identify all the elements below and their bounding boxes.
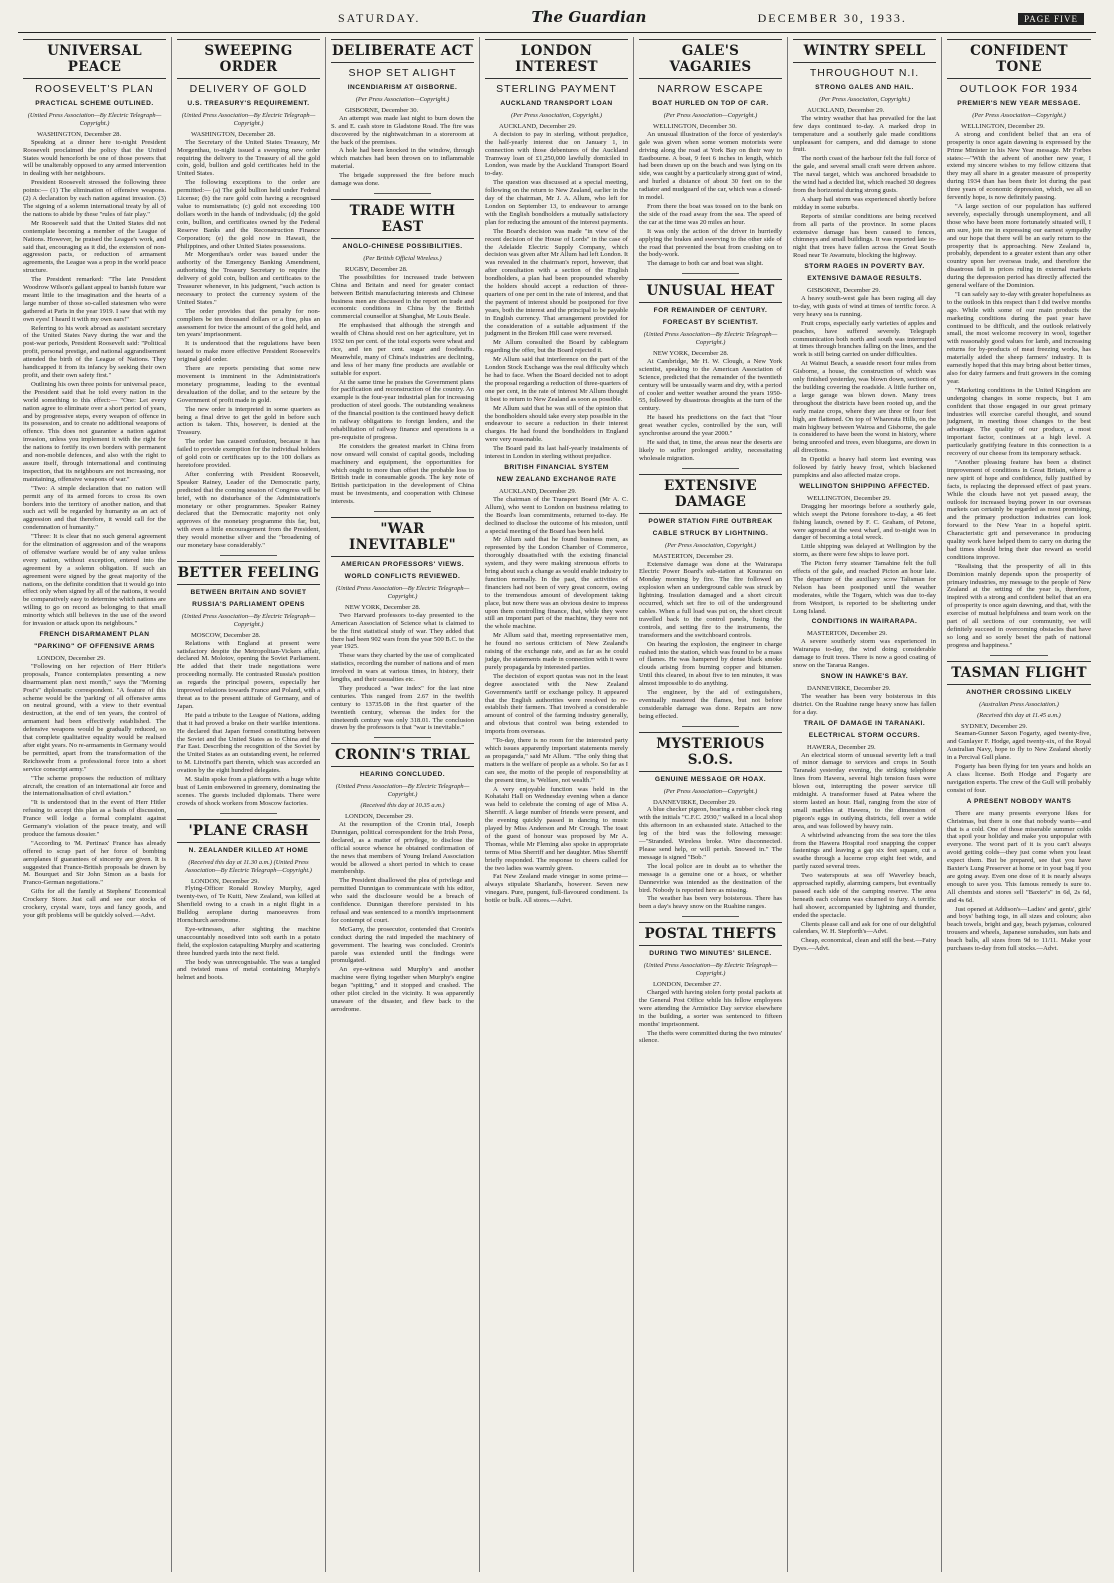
paragraph: At the resumption of the Cronin trial, Joseph Dunnigan, political correspondent for the Irish Press, declared, as a matter of privilege, to disclose the official source whence he obtained confirmation of the news that members of Young Ireland Association would be allowed a short period in which to cease membership. [331,821,474,876]
credit-line: (Per Press Association, Copyright.) [664,541,757,549]
headline: WINTRY SPELL [793,39,936,63]
paragraph: Mr Allum said that he found business men, as represented by the London Chamber of Commerce, thoroughly dissatisfied with the existing financial system, and they were making strenuous efforts to bring about such a change as would enable industry to function normally. In the past, the activities of financiers had not been of very great concern, owing to the tremendous amount of development taking place, but now there was an obvious desire to impress upon them controlling finance, that, while they were still an important part of the machine, they were not the whole machine. [485,536,629,631]
paragraph: From there the boat was tossed on to the bank on the side of the road away from the sea. The speed of the car at the time was 20 miles an hour. [639,202,782,226]
paragraph: It is understood that the regulations have been issued to make more effective President Roosevelt's original gold order. [177,340,320,364]
column-5 [634,37,788,1572]
dateline: DANNEVIRKE, December 29. [807,685,891,692]
dateline: GISBORNE, December 30. [345,106,419,114]
paragraph: Referring to his work abroad as assistant secretary of the United States Navy during the war and the post-war periods, President Roosevelt said: "Political profit, personal prestige, and national aggrandisement attended the birth of the League of Nations. They handicapped it from its infancy by seeking their own profit, and their own safety first." [23,324,166,379]
paragraph: Outlining his own three points for universal peace, the President said that he told every nation in the world something to this effect:— "One: Let every nation agree to eliminate over a short period of years, and by progressive steps, every weapon of offence in its possession, and to create no additional weapons of offence. This does not guarantee a nation against invasion, unless you implement it with the right for the nations to fortify its own borders with permanent and non-mobile defences, and also with the right to assure itself, through international and continuing inspection, that its neighbours are not increasing, nor maintaining, offensive weapons of war." [23,380,166,483]
paragraph: After conferring with President Roosevelt, Speaker Rainey, Leader of the Democratic party, predicted that the coming session of Congress will be brief, with no disturbance of the Administration's monetary or other programmes. Speaker Rainey declared that the Democratic majority not only approves of the monetary programme this far, but, with even a little encouragement from the President, they would monetise silver and the "broadening of our monetary base considerably." [177,470,320,550]
sub-deck: N. ZEALANDER KILLED AT HOME [188,846,309,854]
headline: UNIVERSAL PEACE [23,39,166,79]
paragraph: The brigade suppressed the fire before much damage was done. [331,172,474,188]
sub-deck: ANOTHER CROSSING LIKELY [966,688,1072,696]
headline: BETTER FEELING [177,561,320,585]
dateline: RUGBY, December 28. [345,265,408,273]
sub-deck: NEW ZEALAND EXCHANGE RATE [496,475,617,483]
dateline: AUCKLAND, December 29. [807,106,885,114]
newspaper-title: The Guardian [531,8,647,26]
dateline: LONDON, December 29. [37,655,106,662]
headline: MYSTERIOUS S.O.S. [639,732,782,772]
paragraph: Just opened at Addison's—Ladies' and gents', girls' and boys' bathing togs, in all sizes and colours; also beach towels, bright and gay, beach pyjamas, coloured trousers and wheels, Japanese sunshades, sun hats and beach balls, all sizes from 9d to 11/11. Make your purchases to-day from full stocks.—Advt. [947,905,1091,953]
paragraph: The Board paid its last half-yearly instalments of interest in London in sterling without prejudice. [485,445,628,461]
headline: UNUSUAL HEAT [639,279,782,303]
deck: NARROW ESCAPE [657,83,764,95]
subheading: WORLD CONFLICTS REVIEWED. [344,573,461,581]
paragraph: The weather has been very boisterous. There has been a day's heavy snow on the Ruahine ranges. [639,895,782,911]
paragraph: He emphasised that although the strength and wealth of China should rest on her agriculture, yet in 1932 ten per cent. of the total exports were wheat and rice, and ten per cent. sugar and foodstuffs. Meanwhile, many of China's industries are declining, and less of her many fine products are available or suitable for export. [331,322,474,377]
paragraph: They produced a "war index" for the last nine centuries. This ranged from 2.67 in the twelfth century to 13735.08 in the first quarter of the twentieth century, whereas the index for the nineteenth century was only 318.01. The conclusion drawn by the professors is that "war is inevitable." [331,684,474,732]
subheading: ELECTRICAL STORM OCCURS. [808,731,921,739]
paragraph: Speaking at a dinner here to-night President Roosevelt proclaimed the policy that the United States would henceforth be one of those powers that will be unalterably opposed to any armed intervention in dealing with her neighbours. [23,138,166,178]
paragraph: President Roosevelt stressed the following three points:— (1) The elimination of offensive weapons. (2) A declaration by each nation against invasion. (3) The signing of a solemn international treaty by all of the nations to abide by these "rules of fair play." [23,179,166,218]
paragraph: Mr Allum said that, meeting representative men, he found no serious criticism of New Zealand's raising of the exchange rate, and as far as he could judge, the statements made in connection with it were purely propaganda by interested parties. [485,632,628,671]
paragraph: The following exceptions to the order are permitted:— (a) The gold bullion held under Federal License; (b) the rare gold coin having a recognised value to numismatists; (c) gold not exceeding 100 dollars worth in the hands of individuals; (d) the gold coin, bullion, and certificates owned by the Federal Reserve Banks and the Reconstruction Finance Corporation; (e) the gold now in Hawaii, the Philippines, and other United States possessions. [177,179,320,250]
subheading: PRACTICAL SCHEME OUTLINED. [35,100,154,107]
dateline: GISBORNE, December 29. [807,287,881,295]
paragraph: The possibilities for increased trade between China and Britain and need for greater contact between British manufacturing interests and Chinese business men are discussed in the report on trade and economic conditions in China by the British commercial counsellor at Shanghai, Mr Louis Beale. [331,273,474,321]
paragraph: The order provides that the penalty for non-compliers be ten thousand dollars or a fine, plus an assessment for twice the amount of the gold held, and ten years' imprisonment. [177,307,320,339]
headline: TASMAN FLIGHT [947,661,1091,685]
sub-deck: CABLE STRUCK BY LIGHTNING. [652,529,769,537]
paragraph: "Another pleasing feature has been a distinct improvement of conditions in Great Britain, where a new spirit of hope and confidence, fully justified by facts, is replacing the depressed effect of past years. While the clouds have not yet passed away, the outlook for increased buying power in our overseas markets can certainly be regarded as most promising, and the primary production industries can look forward to the New Year in a hopeful spirit. Characteristic grit and perseverance in producing quality work have helped them to carry on during the bad times should bring their due reward as world conditions improve. [947,458,1091,561]
credit-line: (United Press Association—By Electric Telegraph—Copyright.) [181,112,316,127]
credit-line: (Per Press Association, Copyright.) [510,112,603,119]
paragraph: A hole had been knocked in the window, through which matches had been thrown on to inflammable material. [331,147,474,171]
paragraph: There are many presents everyone likes for Christmas, but there is one that nobody wants—and that is a cold. One of those miserable summer colds that spoil your holiday and make you unpopular with everyone. The worst part of it is you can't always avoid getting colds—they just come when you least expect them. But be prepared, see that you have Baxter's Lung Preserver at home or in your bag if you are going away. Even one dose of it is nearly always enough to save you. This famous remedy is sure to. All chemists and stores sell "Baxter's" in 6d, 2s 6d, and 4s 6d. [947,809,1091,904]
sub-deck: RUSSIA'S PARLIAMENT OPENS [192,600,305,608]
paragraph: These wars they charted by the use of complicated statistics, recording the number of nations and of men involved in wars at various times, in history, their lengths, and their casualties etc. [331,652,474,684]
headline: CRONIN'S TRIAL [331,743,474,767]
headline: POSTAL THEFTS [639,922,782,946]
paragraph: Mr Morgenthau's order was issued under the authority of the Emergency Banking Amendment, authorising the Treasury Secretary to require the delivery of gold coin, bullion and certificates to the Treasurer whenever, in his judgment, "such action is necessary to protect the currency system of the United States." [177,251,320,306]
subheading: FRENCH DISARMAMENT PLAN [39,631,150,638]
credit-line: (United Press Association—By Electric Telegraph—Copyright.) [335,585,470,600]
credit-line: (United Press Association—By Electric Telegraph—Copyright.) [181,612,316,628]
paragraph: The new order is interpreted in some quarters as being a final drive to get the gold in before such action is taken. This, however, is denied at the Treasury. [177,405,320,437]
subheading: AUCKLAND TRANSPORT LOAN [500,100,613,107]
paragraph: Relations with England at present were satisfactory despite the Metropolitan-Vickers affair, declared M. Molotov, opening the Soviet Parliament. He added that their trade negotiations were proceeding normally. He contrasted Russia's position as regards the principal powers, especially her improved relations towards France and Poland, with a threat as to the present attitude of Germany, and of Japan. [177,639,320,710]
paragraph: Mr Roosevelt said that the United States did not contemplate becoming a member of the League of Nations. However, he praised the League's work, and said that, encouraging as it did, the extension of non-aggression pacts, or reduction of armament agreements, the League was a prop in the world peace structure. [23,219,166,275]
dateline: NEW YORK, December 28. [653,350,729,358]
article-separator [220,813,277,814]
paragraph: A strong and confident belief that an era of prosperity is once again dawning is expressed by the Prime Minister in his New Year message. Mr Forbes states:—"With the advent of another new year, I extend my sincere wishes to my fellow citizens that they may all share in a greater measure of prosperity during 1934 than has been their lot during the past three years of economic depression, which, we all so fervently hope, is now definitely passing. [947,130,1091,202]
sub-deck: BETWEEN BRITAIN AND SOVIET [190,588,307,596]
paragraph: "Two: A simple declaration that no nation will permit any of its armed forces to cross its own borders into the territory of another nation, and that such act will be regarded by humanity as an act of aggression and that therefore, it would call for the condemnation of humanity." [23,484,166,532]
deck: ROOSEVELT'S PLAN [35,83,154,95]
dateline: HAWERA, December 29. [807,743,876,751]
paragraph: Fruit crops, especially early varieties of apples and peaches, have suffered severely. Telegraph communication both north and south was interrupted at times through branches falling on the lines, and the work is still being carried on under difficulties. [793,319,936,359]
paragraph: The order has caused confusion, because it has failed to provide exemption for the individual holders of gold coin or certificates up to the 100 dollars as heretofore provided. [177,438,320,469]
paragraph: He considers the greatest market in China from now onward will consist of capital goods, including machinery and equipment, the opportunities for which ought to more than offset the probable loss to British trade in consumable goods. The key note of British participation in the development of China must be investments, and cooperation with Chinese interests. [331,442,474,506]
subheading: GENUINE MESSAGE OR HOAX. [654,775,767,783]
paragraph: "Marketing conditions in the United Kingdom are undergoing changes in some respects, but I am confident that those engaged in our great primary industries will exercise careful thought, and sound judgment, in meeting those changes to the best advantage. The quality of our produce, a most important factor, continues at a high level. A particularly gratifying feature in this connection is a recovery of our cheese from its temporary setback. [947,386,1091,458]
dateline: MASTERTON, December 29. [653,552,734,560]
deck: "PARKING" OF OFFENSIVE ARMS [34,643,155,650]
credit-line: (Per Press Association—Copyright.) [972,112,1066,119]
paragraph: A blue checker pigeon, bearing a rubber clock ring with the initials "C.F.C. 2930," walked in a local shop this afternoon in an exhausted state. Attached to the leg of the bird was the following message:—"Stranded. Wireless broke. Wire disconnected. Please send help, or will perish. Snowed in." The message is signed "Bob." [639,806,782,861]
paragraph: The wintry weather that has prevailed for the last few days continued to-day. A marked drop in temperature and a southerly gale made conditions unpleasant for campers, and did damage to stone fruit. [793,114,936,154]
article-separator [682,273,739,274]
article-separator [990,655,1048,656]
sub-deck: BRITISH FINANCIAL SYSTEM [504,463,609,471]
column-3 [326,37,480,1572]
paragraph: A decision to pay in sterling, without prejudice, the half-yearly interest due on January 1, in connection with those debentures of the Auckland Tramway loan of £1,250,000 lawfully domiciled in London, was made by the Auckland Transport Board to-day. [485,130,628,178]
paragraph: The north coast of the harbour felt the full force of the gale, and several small craft were driven ashore. The naval target, which was anchored broadside to the wind had a decided list, which reached 30 degrees from the horizontal during strong gusts. [793,155,936,194]
subheading: AMERICAN PROFESSORS' VIEWS. [340,561,465,569]
headline: DELIBERATE ACT [331,39,474,63]
dateline: AUCKLAND, December 29. [499,122,577,130]
page-number: PAGE FIVE [1018,13,1084,25]
headline: CONFIDENT TONE [947,39,1091,79]
paragraph: A very enjoyable function was held in the Kohatahi Hall on Wednesday evening when a dance was held to celebrate the coming of age of Miss A. Sherriff. A large number of friends were present, and the evening quickly passed in dancing to music played by Miss Anderson and Mr Crough. The toast of the guest of honour was proposed by Mr A. Thomas, while Mr Fleming also spoke in appropriate terms of Miss Sherriff and her daughter. Miss Sherriff briefly responded. The response to cheers called for the two ladies was warmly given. [485,785,628,872]
paragraph: The Secretary of the United States Treasury, Mr Morgenthau, to-night issued a sweeping new order requiring the delivery to the Treasury of all the gold coin, gold, bullion and gold certificates held in the United States. [177,138,320,178]
dateline: LONDON, December 29. [345,813,414,821]
paragraph: "Three: It is clear that no such general agreement for the elimination of aggression and of the weapons of offensive warfare would be of any value unless every nation, without exception, entered into the agreement by a solemn obligation. If such an agreement were signed by the great majority of the nations, on the definite condition that it would go into effect only when signed by all of the nations, it would be comparatively easy to determine which nations are willing to go on record as belonging to that small minority which still believes in the use of the sword for invasion or attack upon its neighbours." [23,533,166,628]
sub-deck: FORECAST BY SCIENTIST. [662,319,759,327]
paragraph: "A large section of our population has suffered severely, especially through unemployment, and all those who have been more fortunately situated will, I am sure, join me in expressing our earnest sympathy and our hope that there will be an early return to the prosperity that is approaching. New Zealand is, probably, dependent to a greater extent than any other country upon her overseas trade, and therefore the disastrous fall in prices ruling in external markets during the depression period has directly affected the general welfare of the Dominion. [947,202,1091,290]
paragraph: The President disallowed the plea of privilege and permitted Dunnigan to communicate with his editor, who said the disclosure would be a breach of confidence. Dunnigan therefore persisted in his refusal and was sentenced to a month's imprisonment for contempt of court. [331,877,474,924]
headline: EXTENSIVE DAMAGE [639,474,782,514]
credit-line: (United Press Association—By Electric Telegraph—Copyright.) [27,112,162,127]
paragraph: Flying-Officer Ronald Rowley Murphy, aged twenty-two, of Te Kuiti, New Zealand, was killed at Shenfield owing to a crash in a night flight in a Bulldog aeroplane during manoeuvres from Hornchurch aerodrome. [177,885,320,925]
paragraph: The Picton ferry steamer Tamahine felt the full effects of the gale, and reached Picton an hour late. The departure of the auxiliary scow Talisman for Nelson has been postponed until the weather moderates, while the Togarn, which was due to-day from Westport, is reported to be sheltering under Long Island. [793,560,936,615]
paragraph: Cheap, economical, clean and still the best.—Fairy Dyes.—Advt. [793,937,936,953]
article-separator [374,511,431,512]
paragraph: A heavy south-west gale has been raging all day to-day, with gusts of wind at times of terrific force. A very heavy sea is running. [793,295,936,318]
paragraph: On hearing the explosion, the engineer in charge rushed into the station, which was found to be a mass of flames. He was hampered by dense black smoke clouds arising from burning copper and bitumen. Until this cleared, in about five to ten minutes, it was almost impossible to do anything. [639,640,782,688]
deck: SHOP SET ALIGHT [348,67,457,79]
credit-line: (Received this day at 11.30 a.m.) (United Press Association—By Electric Telegraph—Copyright.) [185,858,312,874]
paragraph: Reports of similar conditions are being received from all parts of the province. In some places extensive damage has been caused to fences, chimneys and small buildings. It was reported late to-night that trees have fallen across the Great South Road near Te Awamutu, blocking the highway. [793,212,936,260]
credit-line: (Per Press Association—Copyright.) [355,96,450,103]
credit-line: (Per Press Association—Copyright.) [663,787,758,795]
column-1 [18,37,172,1572]
column-2 [172,37,326,1572]
paragraph: The weather has been very boisterous in this district. On the Ruahine range heavy snow has fallen for a day. [793,692,936,716]
paragraph: Clients please call and ask for one of our delightful calendars, W. H. Stepforth's—Advt. [793,920,936,936]
headline: SWEEPING ORDER [177,39,320,79]
credit-line: (Received this day at 10.35 a.m.) [360,802,445,810]
paragraph: A severe southerly storm was experienced in Wairarapa to-day, the wind doing considerable damage to fruit trees. There is now a good coating of snow on the Tararua Ranges. [793,638,936,670]
credit-line: (Received this day at 11.45 a.m.) [977,711,1061,719]
paragraph: Little shipping was delayed at Wellington by the storm, as there were few ships to leave port. [793,543,936,559]
paragraph: Eye-witnesses, after sighting the machine unaccountably nosedived into soft earth in a potato field, the explosion catapulting Murphy and scattering three hundred yards into the next field. [177,925,321,957]
dateline: SYDNEY, December 29. [961,722,1028,730]
subheading: STRONG GALES AND HAIL. [815,84,914,91]
issue-day: SATURDAY. [338,11,421,25]
paragraph: The decision of export quotas was not in the least degree associated with the New Zealand Government's tariff or exchange policy. It appeared that the English authorities were resolved to re-establish their farmers. That involved a considerable amount of control of the farming industry generally, and obvious that control was being extended to imports from overseas. [485,672,628,736]
sub-deck: ANGLO-CHINESE POSSIBILITIES. [342,242,463,250]
paragraph: "To-day, there is no room for the interested party which issues apparently important statements merely as propaganda," said Mr Allum. "The only thing that matters is the welfare of people as a whole. So far as I can see, the motto of the people of responsibility at the present time, is 'Welfare, not wealth.'" [485,737,628,784]
paragraph: Mr Allum said that interference on the part of the London Stock Exchange was the real difficulty which he had to face. When the Board decided not to adopt the proposal regarding a reduction of three-quarters of one per cent, in the rate of interest Mr Allum thought it best to return to New Zealand as soon as possible. [485,356,628,403]
paragraph: Fat New Zealand made vinegar in some prime—always stipulate Sharland's, however. Seven new vinegars. Pure, pungent, full-flavoured condiment. 1s bottle or bulk. All stores.—Advt. [485,873,628,905]
article-separator [682,468,739,469]
paragraph: "The scheme proposes the reduction of military aircraft, the creation of an international air force and the internationalisation of civil aviation." [23,774,166,798]
paragraph: The chairman of the Transport Board (Mr A. C. Allum), who went to London on business relating to the Board's loan commitments, returned to-day. He declined to disclose the outcome of his mission, until a special meeting of the Board has been held. [485,495,628,535]
paragraph: "I can safely say to-day with greater hopefulness as to the outlook in this respect than I did twelve months ago. While with some of our main products the marketing conditions during the past year have continued to be difficult, and the outlook relatively small, the most welcome recovery in wool, together with reasonably good values for lamb, and increasing returns for by-products of meat freezing works, has materially aided the sheep farmers' industry. It is earnestly hoped that this may bring about better times, also for dairy farmers and fruit growers in the coming year. [947,290,1091,385]
dateline: WASHINGTON, December 28. [37,130,122,138]
sub-deck: FOR REMAINDER OF CENTURY. [653,307,768,315]
paragraph: McGarry, the prosecutor, contended that Cronin's conduct during the raid impeded the machinery of government. The hearing was concluded. Cronin's parole was extended until the findings were promulgated. [331,925,474,965]
deck: OUTLOOK FOR 1934 [959,83,1079,95]
paragraph: It was only the action of the driver in hurriedly applying the brakes and swerving to the other side of the road that prevented the boat from crashing on to the body-work. [639,227,782,259]
paragraph: Dragging her moorings before a southerly gale, which swept the Petone foreshore to-day, a 46 feet fishing launch, owned by F. C. Graham, of Petone, were aground at the west wharf, and to-night was in danger of becoming a total wreck. [793,502,936,542]
subheading: INCENDIARISM AT GISBORNE. [347,84,458,91]
dateline: AUCKLAND, December 29. [499,487,577,495]
paragraph: Charged with having stolen forty postal packets at the General Post Office while his fellow employees were attending the Armistice Day service elsewhere in the building, a sorter was sentenced to fifteen months' imprisonment. [639,988,782,1028]
paragraph: There are reports persisting that some new movement is imminent in the Administration's monetary programme, leading to the eventual devaluation of the dollar, and to the seizure by the Government of profit made in gold. [177,365,320,404]
paragraph: "Following on her rejection of Herr Hitler's proposals, France contemplates presenting a new disarmament plan next month," says the "Morning Post's" diplomatic correspondent. "A feature of this scheme would be the 'parking' of all offensive arms on neutral ground, with a view to their eventual destruction, at the end of ten years, the control of armament had been effectively established. The defensive weapons would be gradually reduced, so that complete qualitative equality would be realised after eight years. No re-armaments in Germany would be permitted, apart from the transformation of the Reichswehr from a professional force into a short service conscript army." [23,662,166,773]
paragraph: An eye-witness said Murphy's and another machine were flying together when Murphy's engine began "spitting," and it stopped and crashed. The other pilot circled in the vicinity. It was apparently unaware of the disaster, and flew back to the aerodrome. [331,966,474,1013]
paragraph: Extensive damage was done at the Wairarapa Electric Power Board's sub-station at Kourarau on Monday morning by fire. The fire followed an explosion when an underground cable was struck by lightning. Insulation damaged and a short circuit occurred, which set fire to oil of the underground cables. When a full load was put on, the short circuit travelled back to the control panels, fusing the controls, and setting fire to the instruments, the transformers and the switchboard controls. [639,560,782,639]
paragraph: "It is understood that in the event of Herr Hitler refusing to accept this plan as a basis of discussion, France will lodge a formal complaint against Germany's violation of the peace treaty, and will produce the famous dossier." [23,799,166,838]
headline: GALE'S VAGARIES [639,39,782,79]
dateline: WELLINGTON, December 30. [653,122,737,130]
paragraph: The thefts were committed during the two minutes' silence. [639,1029,782,1045]
deck: STERLING PAYMENT [496,83,617,95]
credit-line: (United Press Association—By Electric Telegraph—Copyright.) [643,962,778,978]
dateline: WELLINGTON, December 29. [807,494,891,502]
masthead [18,8,1096,32]
credit-line: (United Press Association—By Electric Telegraph—Copyright.) [335,783,470,799]
paragraph: The body was unrecognisable. The was a tangled and twisted mass of metal containing Murphy's helmet and boots. [177,958,320,982]
column-7 [942,37,1096,1572]
paragraph: M. Stalin spoke from a platform with a huge white bust of Lenin embowered in greenery, dominating the scenes. The guests included diplomats. There were crowds of shock workers from Moscow factories. [177,776,320,807]
subheading: BOAT HURLED ON TOP OF CAR. [652,100,769,107]
column-6 [788,37,942,1572]
subheading: U.S. TREASURY'S REQUIREMENT. [187,100,310,107]
paragraph: In Opotiki a heavy hail storm last evening was followed by fairly heavy frost, which blackened pumpkins and also affected maize crops. [793,456,936,479]
paragraph: He based his predictions on the fact that "four great weather cycles, controlled by the sun, will synchronise around the year 2000." [639,414,782,438]
paragraph: Fogarty has been flying for ten years and holds an A class license. Both Hodge and Fogarty are navigation experts. The crew of the Gull will probably consist of four. [947,763,1091,794]
subheading: DURING TWO MINUTES' SILENCE. [649,950,772,958]
subheading: TRAIL OF DAMAGE IN TARANAKI. [803,719,926,727]
paragraph: Two Harvard professors to-day presented to the American Association of Science what is claimed to be the first statistical study of war. They added that there had been 902 wars from the year 500 B.C. to the year 1925. [331,611,475,651]
paragraph: At Wainui Beach, a seaside resort four miles from Gisborne, a house, the construction of which was only finished yesterday, was blown down, sections of the building covering the roadside. A little further on, a large garage was blown down. Many trees throughout the districts have been rooted up, and the early maize crops, where they are three or four feet high, are flattened. On top of Wharerata Hills, on the main highway between Wairoa and Gisborne, the gale is considered to have been the worst in history, where being unroofed and trees, even bluegums, are down in all directions. [793,360,936,455]
paragraph: Two waterspouts at sea off Waverley beach, approached rapidly, alarming campers, but eventually passed each side of the camping reserve. The area beneath each column was churned to fury. A terrific hail shower, accompanied by lightning and thunder, ended the spectacle. [793,872,936,919]
headline: 'PLANE CRASH [177,819,320,843]
paragraph: Seaman-Gunner Saxon Fogarty, aged twenty-five, and Gunlayer F. Hodge, aged twenty-six, of the Royal Australian Navy, hope to fly to New Zealand shortly in a Percival Gull plane. [947,730,1091,762]
subheading: STORM RAGES IN POVERTY BAY. [804,263,925,271]
dateline: LONDON, December 27. [653,981,722,989]
subheading: PREMIER'S NEW YEAR MESSAGE. [957,100,1081,107]
subheading: CONDITIONS IN WAIRARAPA. [811,618,918,626]
article-separator [374,193,431,194]
sub-deck: HEARING CONCLUDED. [359,771,446,779]
deck: DELIVERY OF GOLD [189,83,308,95]
dateline: MOSCOW, December 28. [191,631,261,639]
deck: THROUGHOUT N.I. [809,67,920,79]
subheading: WELLINGTON SHIPPING AFFECTED. [799,482,930,490]
subheading: A PRESENT NOBODY WANTS [966,797,1072,805]
paragraph: At the same time he praises the Government plans for pacification and reconstruction of the country. An example is the four-year industrial plan for increasing production of steel goods. The outstanding weakness of the financial position is the continued heavy deficit in railway obligations to foreign lenders, and the rehabilitation of railway finance and operations is a pre-requisite of progress. [331,378,474,441]
dateline: WASHINGTON, December 28. [191,130,276,138]
sub-deck: POWER STATION FIRE OUTBREAK [648,517,773,525]
dateline: MASTERTON, December 29. [807,630,888,638]
issue-date: DECEMBER 30, 1933. [757,11,907,25]
dateline: WELLINGTON, December 29. [961,122,1045,130]
subheading: EXTENSIVE DAMAGE RESULTS. [807,275,922,283]
paragraph: Mr Allum consulted the Board by cablegram regarding the offer, but the Board rejected it. [485,339,628,355]
headline: LONDON INTEREST [485,39,628,79]
article-separator [682,916,739,917]
credit-line: (Australian Press Association.) [979,700,1059,708]
article-separator [220,555,277,556]
paragraph: A sharp hail storm was experienced shortly before midday in some suburbs. [793,195,936,211]
paragraph: He paid a tribute to the League of Nations, adding that it had proved a brake on their warlike intentions. He declared that Japan formed constituting between the Soviet and the United States as to China and the Far East. Describing the recognition of the Soviet by the United States as an outstanding event, he referred to M. Litvinoff's part therein, which was accorded an ovation by the eight hundred delegates. [177,711,320,775]
credit-line: (Per British Official Wireless.) [363,254,442,262]
paragraph: A whirlwind advancing from the sea tore the tiles from the Hawera Hospital roof snapping the copper fastenings and leaving a gap six feet square, cut a swathe through a lucerne crop eight feet wide, and partly razed several trees. [793,831,936,871]
paragraph: The damage to both car and boat was slight. [647,260,764,268]
paragraph: The Board's decision was made "in view of the recent decision of the House of Lords" in the case of the Adelaide Electric Supply Company, which decision was given after Mr Allum had left London. It was revealed in the chairman's report, however, that after consultation with a section of the English bondholders, a plan had been propounded whereby the holders should accept a reduction of three-quarters of one per cent in the rate of interest, and that the payment of interest should be postponed for five years, both the interest and the principal to be payable in English currency. That arrangement provided for the consideration of a suitable adjustment if the judgment in the Broken Hill case were reversed. [485,227,628,338]
article-separator [374,737,431,738]
paragraph: "Realising that the prosperity of all in this Dominion mainly depends upon the prosperity of primary industries, my message to the people of New Zealand at the setting of the year is, therefore, inspired with a strong and confident belief that an era of prosperity is once again dawning, and that, with the exercise of mutual helpfulness and team work on the part of all sections of our community, we will definitely succeed in overcoming obstacles that have so long and so sorely beset the path of national progress and happiness." [947,562,1091,649]
paragraph: He said that, in time, the areas near the deserts are likely to suffer prolonged aridity, necessitating wholesale migration. [639,439,782,462]
paragraph: The local police are in doubt as to whether the message is a genuine one or a hoax, or whether Dannevirke was intended as the destination of the bird. Nobody is reported here as missing. [639,862,782,894]
dateline: LONDON, December 29. [191,877,260,885]
headline: "WAR INEVITABLE" [331,517,474,557]
paragraph: Gifts for all the family at Stephens' Economical Crockery Store. Just call and see our stocks of crockery, crystal ware, toys and fancy goods, and your gift problems will be quickly solved.—Advt. [23,888,166,919]
paragraph: The question was discussed at a special meeting, following on the return to New Zealand, earlier in the day of the chairman, Mr J. A. Allum, who left for London on September 13, to endeavour to arrange with the English bondholders a mutually satisfactory plan for reducing the amount of the interest payments. [485,179,629,226]
paragraph: At Cambridge, Mr H. W. Clough, a New York scientist, speaking to the American Association of Science, predicted that the remainder of the twentieth century will be unusually warm and dry, with a period of cooler and wetter weather around the years 1950-55, followed by disastrous droughts at the turn of the century. [639,357,782,413]
article-separator [682,726,739,727]
columns [18,37,1096,1572]
subheading: SNOW IN HAWKE'S BAY. [820,673,909,680]
paragraph: An electrical storm of unusual severity left a trail of minor damage to services and crops in South Taranaki yesterday evening, the striking telephone lines from Hawera, several high tension fuses were blown out, interrupting the power service till midnight. A transformer fused at Patea where the storm lasted an hour. Hail, ranging from the size of small marbles at Hawera, to the dimension of pigeon's eggs in outlying districts, fell over a wide area, and was followed by heavy rain. [793,751,936,830]
credit-line: (United Press Association—By Electric Telegraph—Copyright.) [643,331,778,347]
dateline: NEW YORK, December 28. [345,603,421,611]
paragraph: Mr Allum said that he was still of the opinion that the bondholders should take every step possible in the endeavour to secure a reduction in their interest charges. He had found the bondholders in England were very reasonable. [485,404,628,444]
paragraph: An attempt was made last night to burn down the S. and E. cash store in Gladstone Road. The fire was discovered by the nightwatchman in a storeroom at the back of the premises. [331,114,474,146]
credit-line: (Per Press Association, Copyright.) [818,96,911,103]
paragraph: "According to 'M. Pertinax' France has already offered to scrap part of her force of bombing aeroplanes if guarantees of sincerity are given. It is suggested that France-British proposals be drawn by M. Bourquet and Sir John Simon as a basis for Franco-German negotiations." [23,839,166,887]
dateline: DANNEVIRKE, December 29. [653,798,737,806]
column-4 [480,37,634,1572]
masthead-rule [18,32,1096,33]
headline: TRADE WITH EAST [331,199,474,239]
credit-line: (Per Press Association—Copyright.) [663,112,758,119]
paragraph: An unusual illustration of the force of yesterday's gale was given when some women motorists were driving along the road at York Bay on their way to Eastbourne. A boat, 9 feet 6 inches in length, which had been drawn up on the beach and was lying on its side, was caught by a particularly strong gust of wind, and hurled a distance of about 30 feet on to the radiator and mudguard of the car, which was a closed-in model. [639,130,782,202]
paragraph: The President remarked: "The late President Woodrow Wilson's gallant appeal to banish future war meant little to the imagination and the hearts of a large number of those so-called statesmen who were gathered at Paris in the year 1919. I saw that with my own eyes! I heard it with my own ears!" [23,276,166,323]
paragraph: The engineer, by the aid of extinguishers, eventually mastered the flames, but not before considerable damage was done. Repairs are now being effected. [639,689,782,720]
